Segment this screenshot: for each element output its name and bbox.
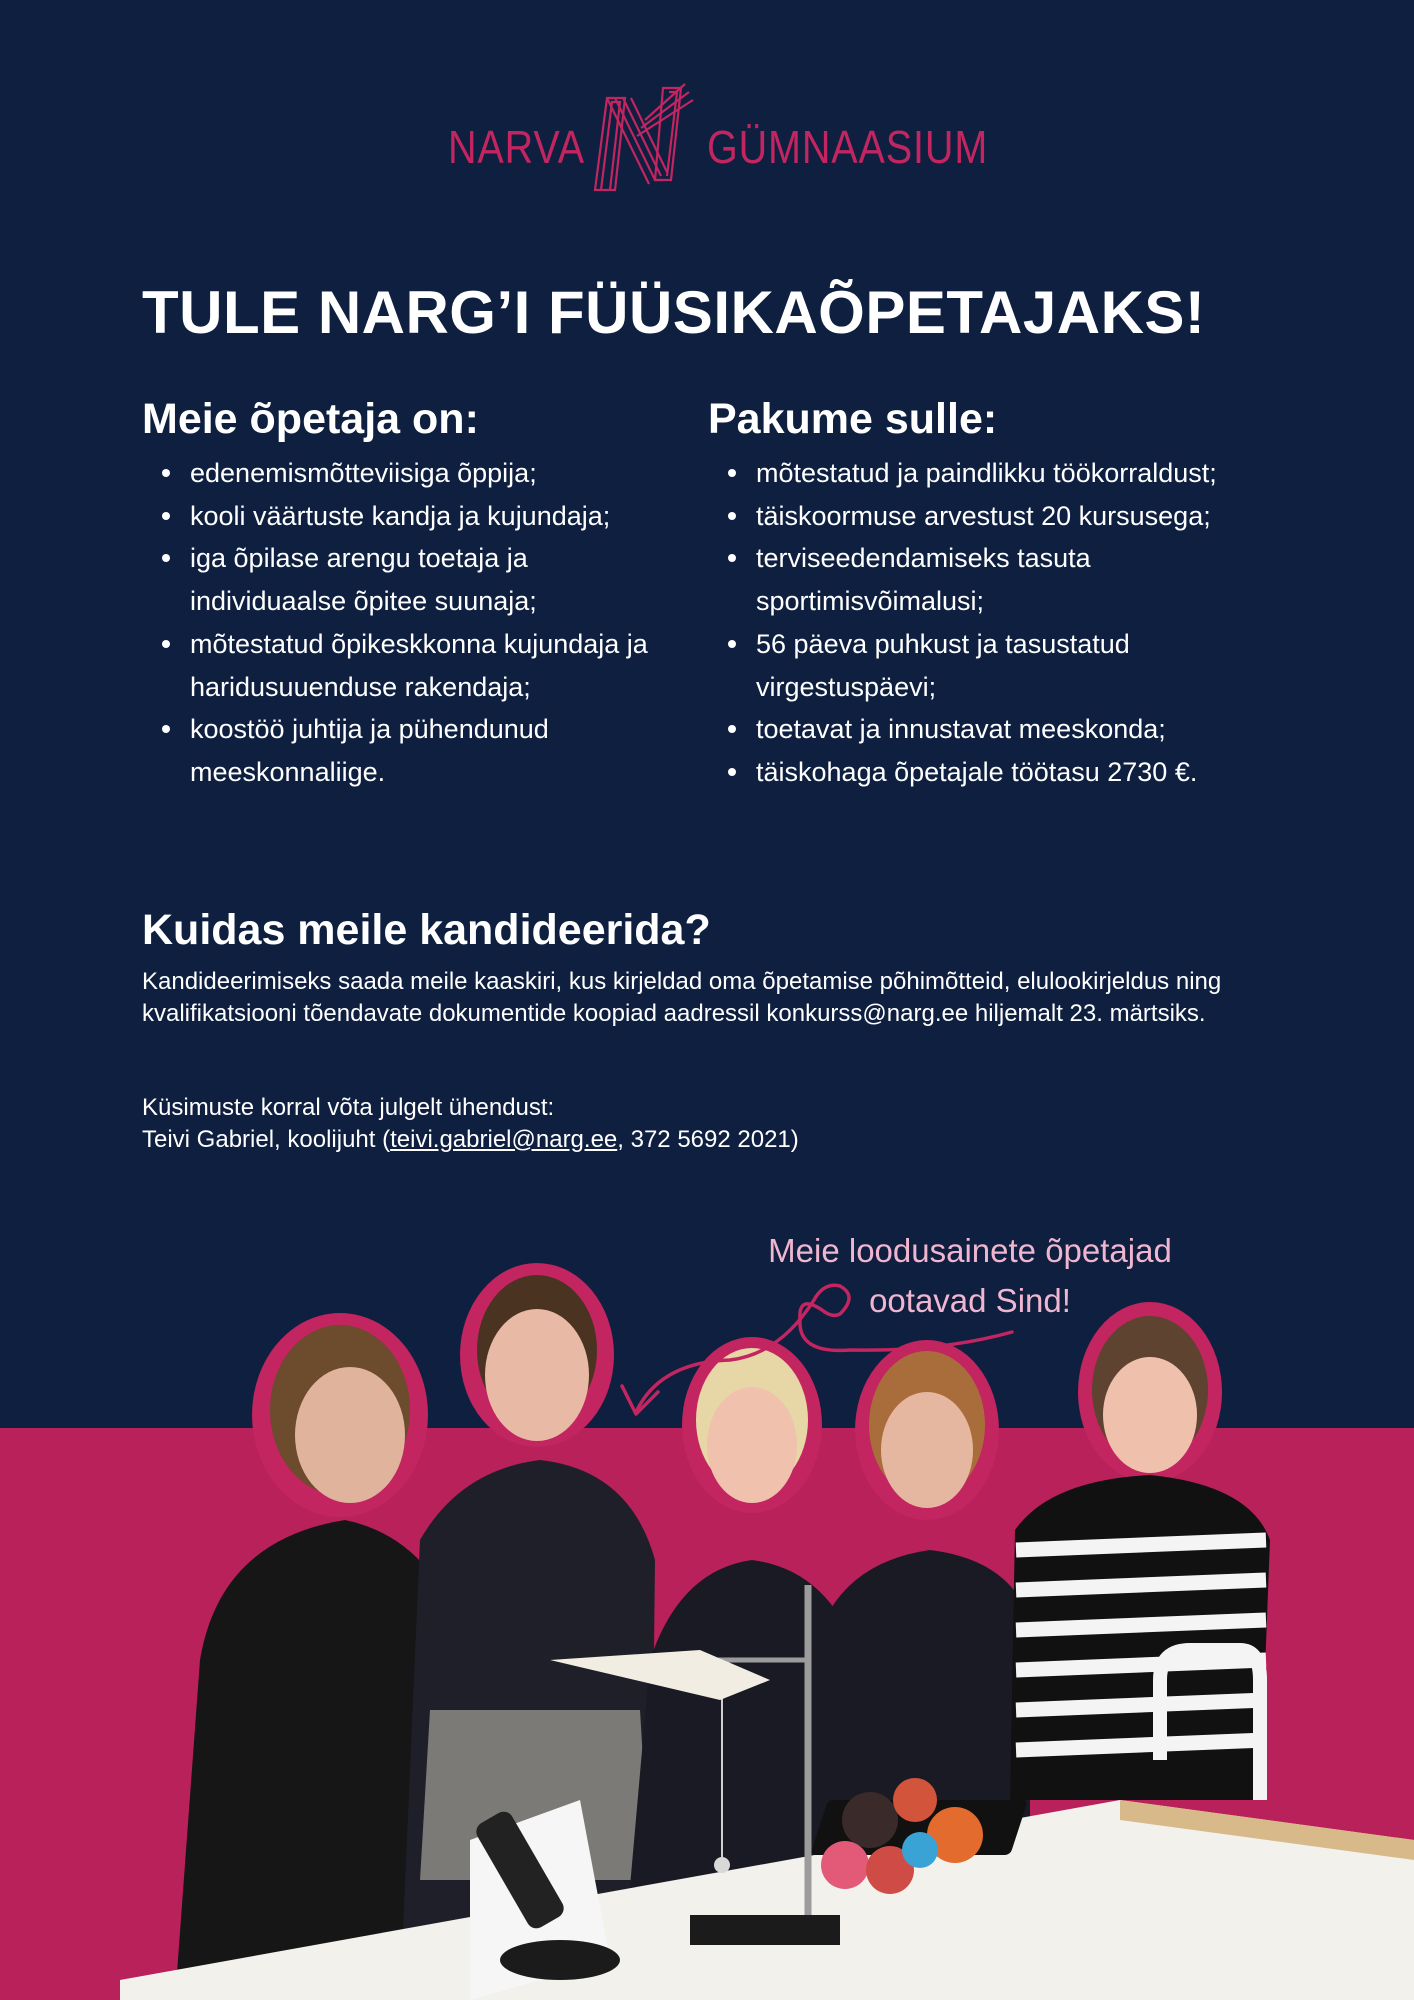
contact-name: Teivi Gabriel, koolijuht ( <box>142 1125 391 1153</box>
teacher-title: Meie õpetaja on: <box>142 395 479 443</box>
logo-word-gymnaasium: GÜMNAASIUM <box>707 121 989 173</box>
offer-item: terviseedendamiseks tasuta sportimisvõimalusi; <box>756 537 1288 622</box>
teacher-section <box>142 394 682 794</box>
offer-item: mõtestatud ja paindlikku töökorraldust; <box>756 452 1288 495</box>
offer-item: 56 päeva puhkust ja tasustatud virgestuspäevi; <box>756 623 1288 708</box>
contact-intro: Küsimuste korral võta julgelt ühendust: <box>142 1094 555 1121</box>
contact-phone: , 372 5692 2021) <box>617 1125 799 1153</box>
offer-section <box>708 394 1288 794</box>
teacher-item: koostöö juhtija ja pühendunud meeskonnaliige. <box>190 708 682 793</box>
apply-text: Kandideerimiseks saada meile kaaskiri, kus kirjeldad oma õpetamise põhimõtteid, elulookirjeldus ning kvalifikatsiooni tõendavate dokumentide koopiad aadressil konkurss@narg.ee hiljemalt 23. märtsiks. <box>142 968 1222 1027</box>
heart-arrow-icon <box>600 1270 1020 1430</box>
teacher-list <box>142 452 682 794</box>
teacher-item: kooli väärtuste kandja ja kujundaja; <box>190 495 682 538</box>
contact-email-link[interactable]: teivi.gabriel@narg.ee <box>390 1125 618 1153</box>
offer-item: toetavat ja innustavat meeskonda; <box>756 708 1288 751</box>
apply-title: Kuidas meile kandideerida? <box>142 906 711 954</box>
logo-n-mark-icon <box>585 80 703 198</box>
school-logo <box>445 80 989 205</box>
contact-block <box>142 1092 1322 1155</box>
teacher-item: mõtestatud õpikeskkonna kujundaja ja haridusuuenduse rakendaja; <box>190 623 682 708</box>
contact-line <box>142 1124 1322 1156</box>
teacher-item: iga õpilase arengu toetaja ja individuaalse õpitee suunaja; <box>190 537 682 622</box>
teacher-item: edenemismõtteviisiga õppija; <box>190 452 682 495</box>
callout-line-2: ootavad Sind! <box>869 1282 1071 1319</box>
offer-list <box>708 452 1288 794</box>
page-headline: TULE NARG’I FÜÜSIKAÕPETAJAKS! <box>142 279 1206 346</box>
offer-item: täiskoormuse arvestust 20 kursusega; <box>756 495 1288 538</box>
offer-item: täiskohaga õpetajale töötasu 2730 €. <box>756 751 1288 794</box>
offer-title: Pakume sulle: <box>708 395 998 443</box>
logo-word-narva: NARVA <box>448 121 585 173</box>
callout-line-1: Meie loodusainete õpetajad <box>768 1232 1172 1269</box>
